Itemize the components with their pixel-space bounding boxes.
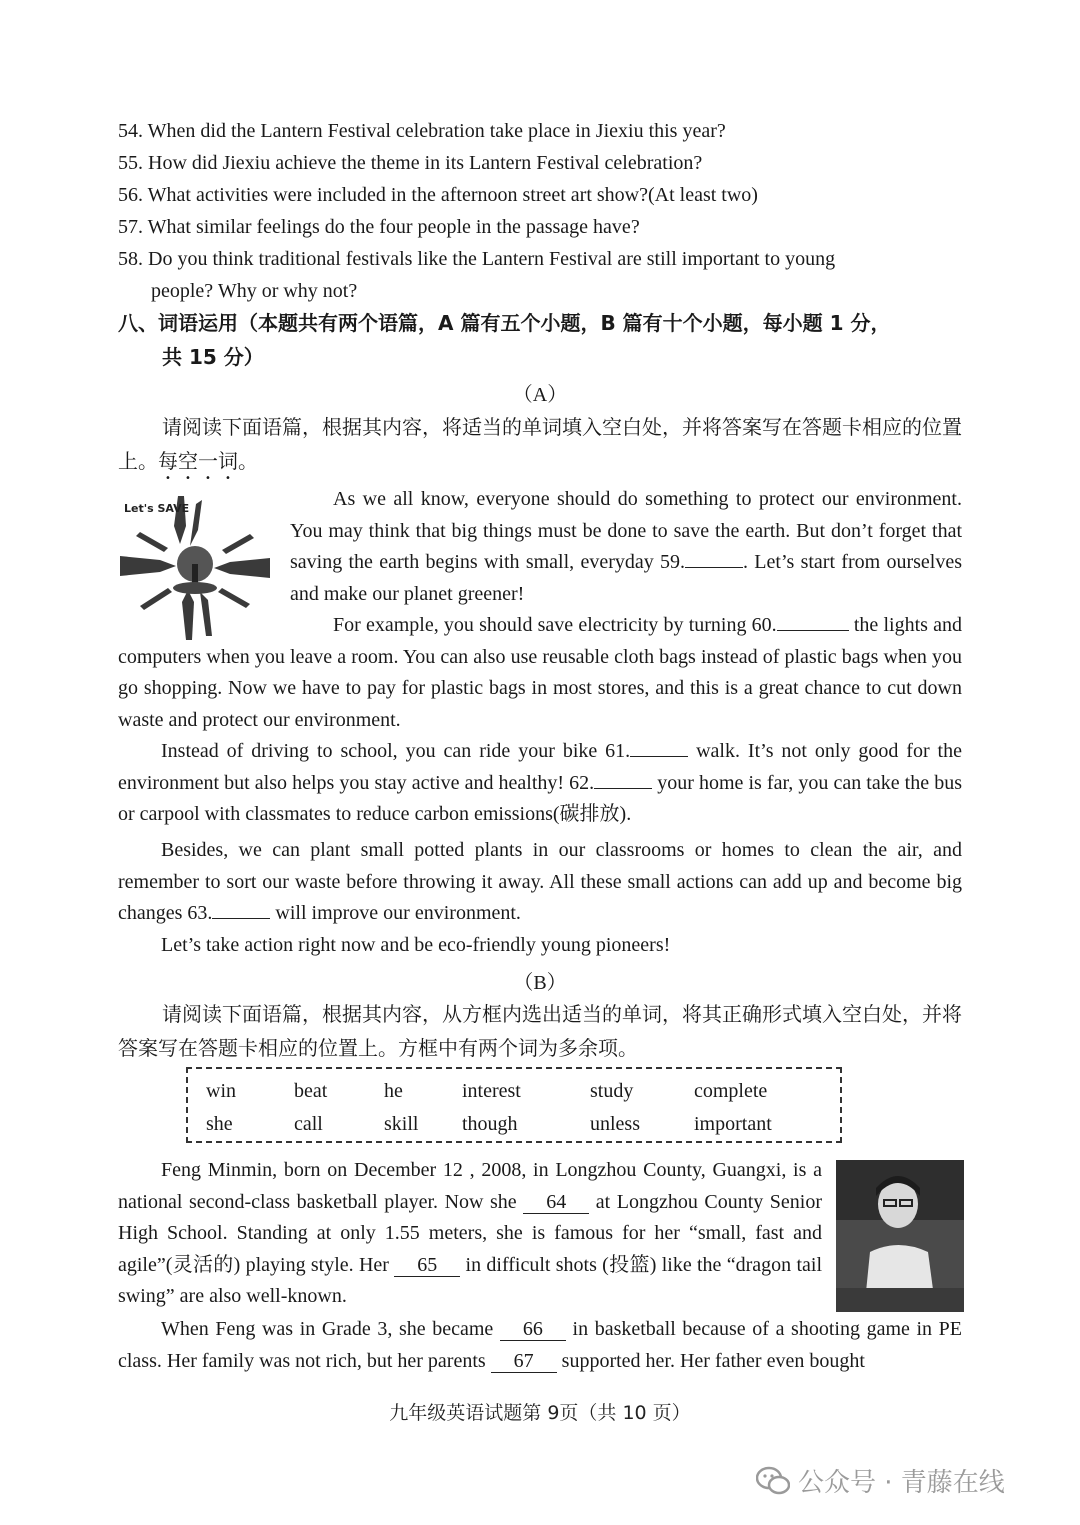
blank-59[interactable] [685,567,743,568]
b2-text-b: in basketball because of a shooting game in PE class. Her family was not rich, but her parents [118,1318,962,1372]
part-a-paragraph-4 [118,835,962,930]
b1-text-c: in difficult shots (投篮) like the “dragon tail swing” are also well-known. [118,1253,823,1307]
word-bank-word: important [694,1113,772,1135]
blank-61[interactable] [630,756,688,757]
part-b-instruction: 请阅读下面语篇，根据其内容，从方框内选出适当的单词，将其正确形式填入空白处，并将答案写在答题卡相应的位置上。方框中有两个词为多余项。 [118,1002,962,1060]
part-b-paragraph-1 [118,1155,822,1313]
word-bank-word: he [384,1080,403,1102]
part-a-paragraph-5: Let’s take action right now and be eco-friendly young pioneers! [161,934,671,956]
question-58 [118,243,835,307]
word-bank-word: interest [462,1080,521,1102]
part-b-paragraph-2 [118,1314,962,1377]
blank-64[interactable]: 64 [523,1191,589,1214]
part-a-instruction [118,410,964,484]
part-a-paragraph-1 [118,484,962,610]
b2-text-a: When Feng was in Grade 3, she became [161,1318,500,1340]
word-bank-word: skill [384,1113,419,1135]
word-bank-word: call [294,1113,323,1135]
b1-text-b: at Longzhou County Senior High School. Standing at only 1.55 meters, she is famous for her “small, fast and agile”(灵活的) playing style. Her [118,1190,823,1276]
part-b-label: （B） [513,972,567,994]
watermark-text: 公众号 · 青藤在线 [798,1468,1005,1498]
section-heading-line2: 共 15 分） [162,345,264,369]
wechat-watermark [756,1462,1005,1499]
blank-60[interactable] [777,630,849,631]
part-a-instruction-main: 请阅读下面语篇，根据其内容，将适当的单词填入空白处，并将答案写在答题卡相应的位置上。 [118,415,962,473]
blank-63[interactable] [212,918,270,919]
page-footer: 九年级英语试题第 9页（共 10 页） [389,1402,691,1424]
question-54: 54. When did the Lantern Festival celebration take place in Jiexiu this year? [118,120,726,142]
part-a-instruction-end: 。 [238,449,258,473]
question-58-line2: people? Why or why not? [151,280,358,302]
word-bank-word: though [462,1113,518,1135]
word-bank-word: complete [694,1080,768,1102]
blank-62[interactable] [594,788,652,789]
blank-65[interactable]: 65 [394,1254,460,1277]
question-58-line1: 58. Do you think traditional festivals like the Lantern Festival are still important to young [118,248,836,270]
part-a-instruction-emphasis: 每空一词 [158,449,238,473]
part-a-paragraph-2 [118,610,962,736]
b1-text-a: Feng Minmin, born on December 12 , 2008, in Longzhou County, Guangxi, is a national second-class basketball player. Now she [118,1159,822,1213]
word-bank-row-1 [206,1075,794,1108]
p1-text-a: As we all know, everyone should do something to protect our environment. You may think that big things must be done to save the earth. But don’t forget that saving the earth begins with small, everyday 59. [290,488,962,573]
save-image-text: Let's SAVE [124,502,190,515]
section-heading-line1: 八、词语运用（本题共有两个语篇，A 篇有五个小题，B 篇有十个小题，每小题 1 分， [118,311,891,335]
p3-text-b: walk. It’s not only good for the environment but also helps you stay active and healthy! 62. [118,740,962,794]
b2-text-c: supported her. Her father even bought [556,1349,865,1372]
word-bank-word: win [206,1080,236,1102]
p2-text-b: the lights and computers when you leave a room. You can also use reusable cloth bags instead of plastic bags when you go shopping. Now we have to pay for plastic bags in most stores, and this is a great chance to cut down waste and protect our environment. [118,614,962,731]
p4-text-a: Besides, we can plant small potted plants in our classrooms or homes to clean the air, and remember to sort our waste before throwing it away. All these small actions can add up and become big changes 63. [118,839,962,924]
word-bank-word: study [590,1080,634,1102]
blank-67[interactable]: 67 [491,1350,557,1373]
p3-text-a: Instead of driving to school, you can ride your bike 61. [161,740,631,762]
section-heading [118,306,968,374]
word-bank-table [206,1075,794,1141]
word-bank-word: beat [294,1080,328,1102]
question-56: 56. What activities were included in the afternoon street art show?(At least two) [118,184,758,206]
p3-text-c: your home is far, you can take the bus or carpool with classmates to reduce carbon emissions(碳排放). [118,771,962,825]
word-bank-row-2 [206,1108,794,1141]
word-bank-word: unless [590,1113,640,1135]
question-55: 55. How did Jiexiu achieve the theme in its Lantern Festival celebration? [118,152,703,174]
p1-text-b: . Let’s start from ourselves and make our planet greener! [290,551,962,605]
p4-text-b: will improve our environment. [270,902,521,924]
wechat-icon [756,1466,790,1496]
p2-text-a: For example, you should save electricity by turning 60. [333,614,777,636]
word-bank-box [186,1067,842,1143]
part-a-paragraph-3 [118,736,962,831]
blank-66[interactable]: 66 [500,1318,566,1341]
player-photo [836,1160,964,1312]
word-bank-word: she [206,1113,233,1135]
question-57: 57. What similar feelings do the four people in the passage have? [118,216,640,238]
part-a-label: （A） [512,384,568,406]
